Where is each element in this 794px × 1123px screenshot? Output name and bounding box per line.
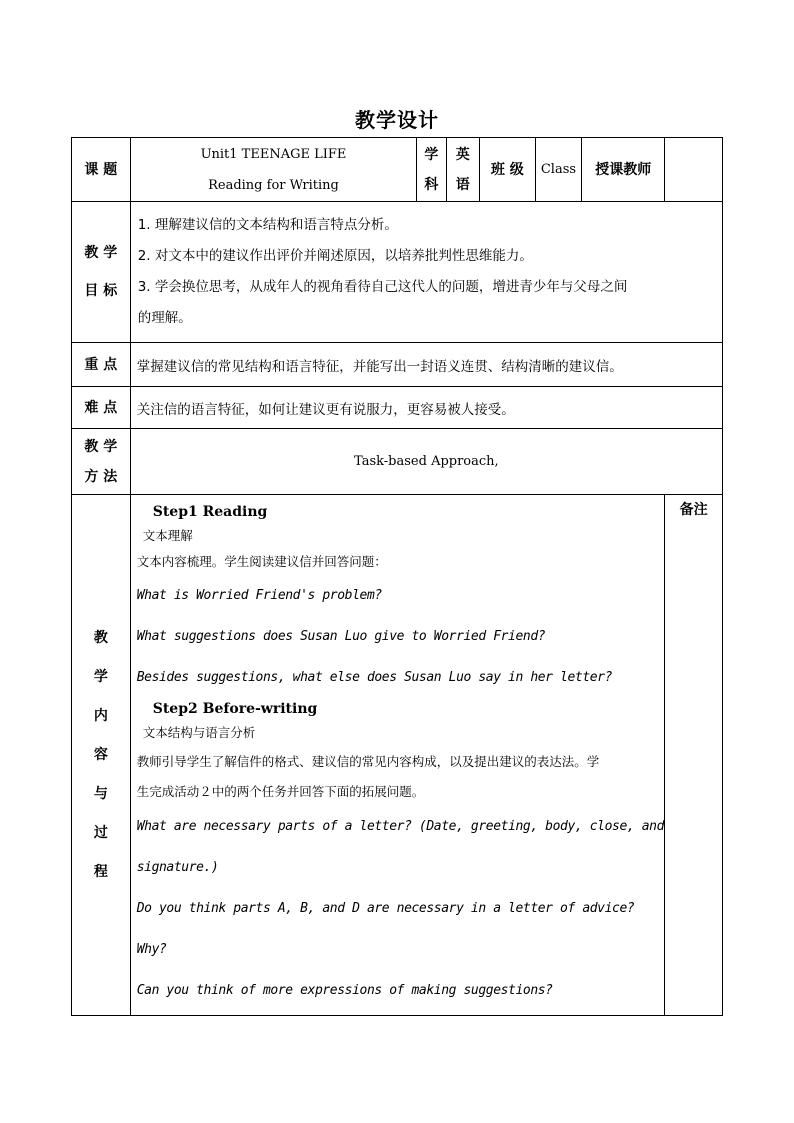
subject-field-char-1: 学: [424, 146, 439, 163]
step2-paragraph-line: 教师引导学生了解信件的格式、建议信的常见内容构成，以及提出建议的表达法。学: [136, 754, 600, 769]
difficult-point-text: 关注信的语言特征，如何让建议更有说服力，更容易被人接受。: [130, 387, 722, 429]
subject-field-value: [446, 138, 479, 202]
method-label: [72, 429, 131, 495]
goal-item: 3. 学会换位思考，从成年人的视角看待自己这代人的问题，增进青少年与父母之间: [137, 279, 628, 295]
step2-question: signature.): [136, 860, 219, 875]
process-label-char: 教: [93, 629, 108, 646]
step2-question: Do you think parts A, B, and D are necessary in a letter of advice? Why?: [136, 901, 635, 957]
step2-question: What are necessary parts of a letter? (Date, greeting, body, close, and: [136, 819, 665, 834]
goal-item: 的理解。: [137, 310, 192, 326]
difficult-point-label: 难 点: [72, 387, 131, 429]
class-label: 班 级: [480, 138, 536, 202]
key-point-label: 重 点: [72, 343, 131, 387]
document-title: 教学设计: [355, 108, 439, 132]
process-label-char: 学: [93, 668, 108, 685]
goals-label-line-1: 教 学: [84, 245, 118, 261]
remarks-column: [665, 495, 723, 1016]
method-label-line-1: 教 学: [84, 438, 118, 455]
lesson-plan-table: [71, 137, 723, 1016]
teacher-label: 授课教师: [582, 138, 665, 202]
step2-paragraph-line: 生完成活动２中的两个任务并回答下面的拓展问题。: [136, 784, 425, 799]
step2-title: Step2 Before-writing: [152, 701, 318, 717]
unit-title: Unit1 TEENAGE LIFE: [200, 146, 347, 162]
subject-label: 课 题: [72, 138, 131, 202]
process-label-char: 内: [93, 707, 108, 724]
goals-label-line-2: 目 标: [84, 283, 118, 299]
step2-question: Can you think of more expressions of making suggestions?: [136, 983, 553, 998]
step1-question: What is Worried Friend's problem?: [136, 588, 382, 603]
goal-item: 1. 理解建议信的文本结构和语言特点分析。: [137, 217, 398, 233]
step2-subtitle: 文本结构与语言分析: [142, 725, 256, 740]
unit-subtitle: Reading for Writing: [208, 177, 339, 193]
key-point-text: 掌握建议信的常见结构和语言特征，并能写出一封语义连贯、结构清晰的建议信。: [130, 343, 722, 387]
goals-label: [72, 202, 131, 343]
process-label-char: 与: [93, 785, 108, 802]
subject-field-char-2: 科: [424, 176, 439, 193]
process-label-char: 容: [93, 746, 108, 763]
method-row: [72, 429, 723, 495]
step1-question: What suggestions does Susan Luo give to Worried Friend?: [136, 629, 546, 644]
subject-value-char-1: 英: [455, 146, 470, 163]
unit-title-cell: [130, 138, 417, 202]
step1-title: Step1 Reading: [152, 504, 268, 520]
remarks-label: 备注: [679, 502, 708, 518]
process-content: [130, 495, 665, 1016]
difficult-point-row: [72, 387, 723, 429]
step1-question: Besides suggestions, what else does Susan Luo say in her letter?: [136, 670, 613, 685]
header-row: [72, 138, 723, 202]
subject-field-label: [417, 138, 446, 202]
process-label-char: 程: [93, 863, 108, 880]
process-row: [72, 495, 723, 1016]
step1-subtitle: 文本理解: [142, 528, 193, 543]
goal-item: 2. 对文本中的建议作出评价并阐述原因，以培养批判性思维能力。: [137, 248, 533, 264]
step1-intro: 文本内容梳理。学生阅读建议信并回答问题：: [136, 554, 387, 569]
key-point-row: [72, 343, 723, 387]
process-label: [72, 495, 131, 1016]
goals-row: [72, 202, 723, 343]
subject-value-char-2: 语: [455, 176, 470, 193]
class-value: Class: [535, 138, 582, 202]
method-text: Task-based Approach,: [130, 429, 722, 495]
process-label-char: 过: [93, 824, 108, 841]
method-label-line-2: 方 法: [84, 468, 118, 485]
goals-content: [130, 202, 722, 343]
teacher-value: [665, 138, 723, 202]
